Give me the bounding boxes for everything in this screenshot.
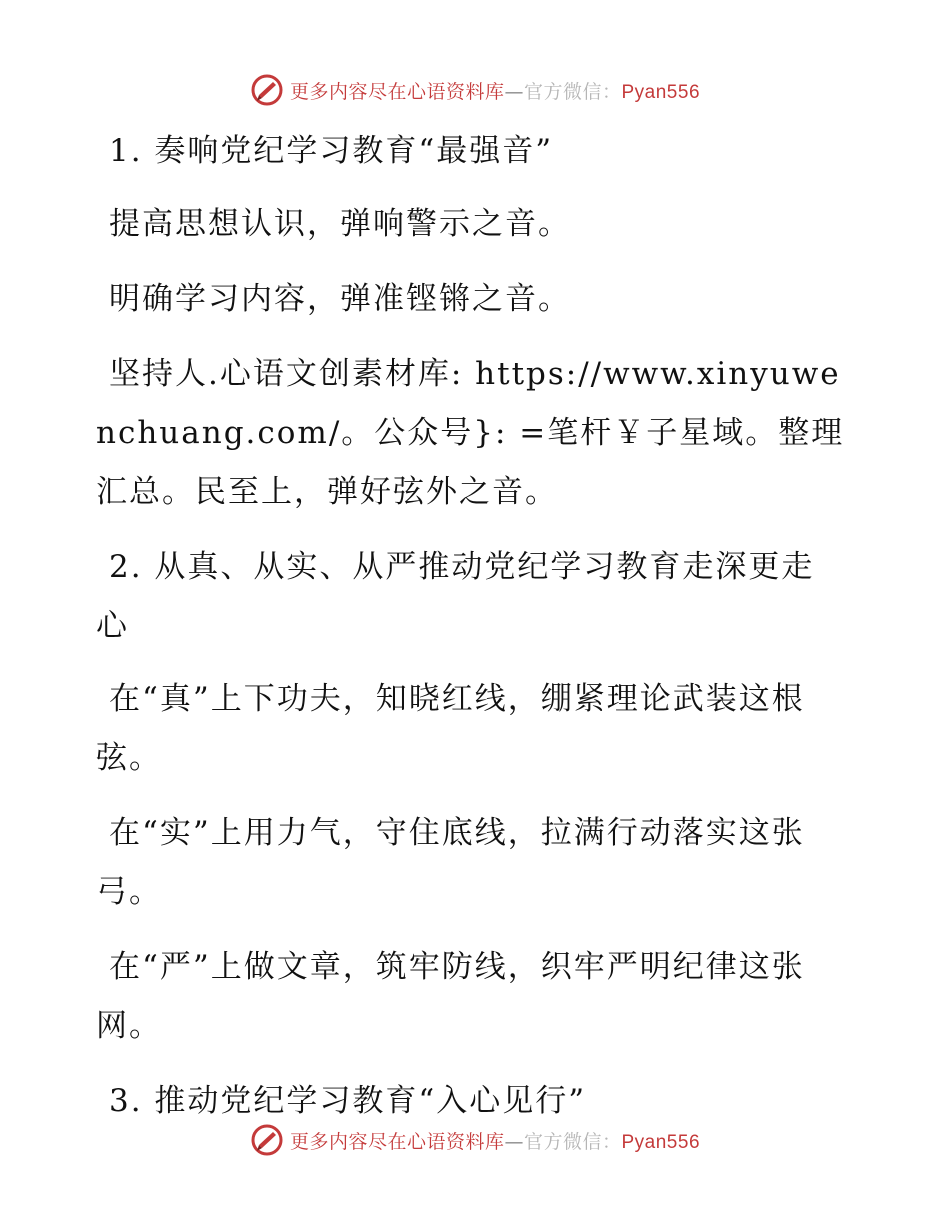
banner-separator: — (504, 1130, 524, 1153)
footer-banner (0, 1120, 950, 1160)
banner-separator: — (504, 80, 524, 103)
banner-main-text: 更多内容尽在心语资料库 (289, 1130, 505, 1153)
section-heading-3: 3. 推动党纪学习教育“入心见行” (109, 1083, 587, 1119)
pen-logo-icon (250, 1123, 284, 1157)
document-body (96, 122, 846, 1145)
banner-contact-label: 官方微信： (523, 81, 622, 103)
paragraph: 在“真”上下功夫，知晓红线，绷紧理论武装这根弦。 (96, 681, 805, 776)
banner-line (290, 77, 700, 104)
paragraph: 提高思想认识，弹响警示之音。 (109, 206, 571, 242)
paragraph: 在“实”上用力气，守住底线，拉满行动落实这张弓。 (96, 815, 805, 910)
banner-main-text: 更多内容尽在心语资料库 (289, 80, 505, 103)
paragraph: 明确学习内容，弹准铿锵之音。 (109, 281, 571, 317)
header-banner (0, 70, 950, 110)
banner-contact-label: 官方微信： (523, 1131, 622, 1153)
pen-logo-icon (250, 73, 284, 107)
paragraph: 在“严”上做文章，筑牢防线，织牢严明纪律这张网。 (96, 949, 805, 1044)
section-heading-1: 1. 奏响党纪学习教育“最强音” (109, 133, 554, 169)
banner-wechat-id: Pyan556 (621, 81, 701, 103)
banner-wechat-id: Pyan556 (621, 1131, 701, 1153)
paragraph: 坚持人.心语文创素材库: https://www.xinyuwenchuang.com/。公众号}: =笔杆￥子星域。整理汇总。民至上，弹好弦外之音。 (96, 356, 845, 510)
section-heading-2: 2. 从真、从实、从严推动党纪学习教育走深更走心 (96, 549, 815, 644)
banner-line (290, 1127, 700, 1154)
